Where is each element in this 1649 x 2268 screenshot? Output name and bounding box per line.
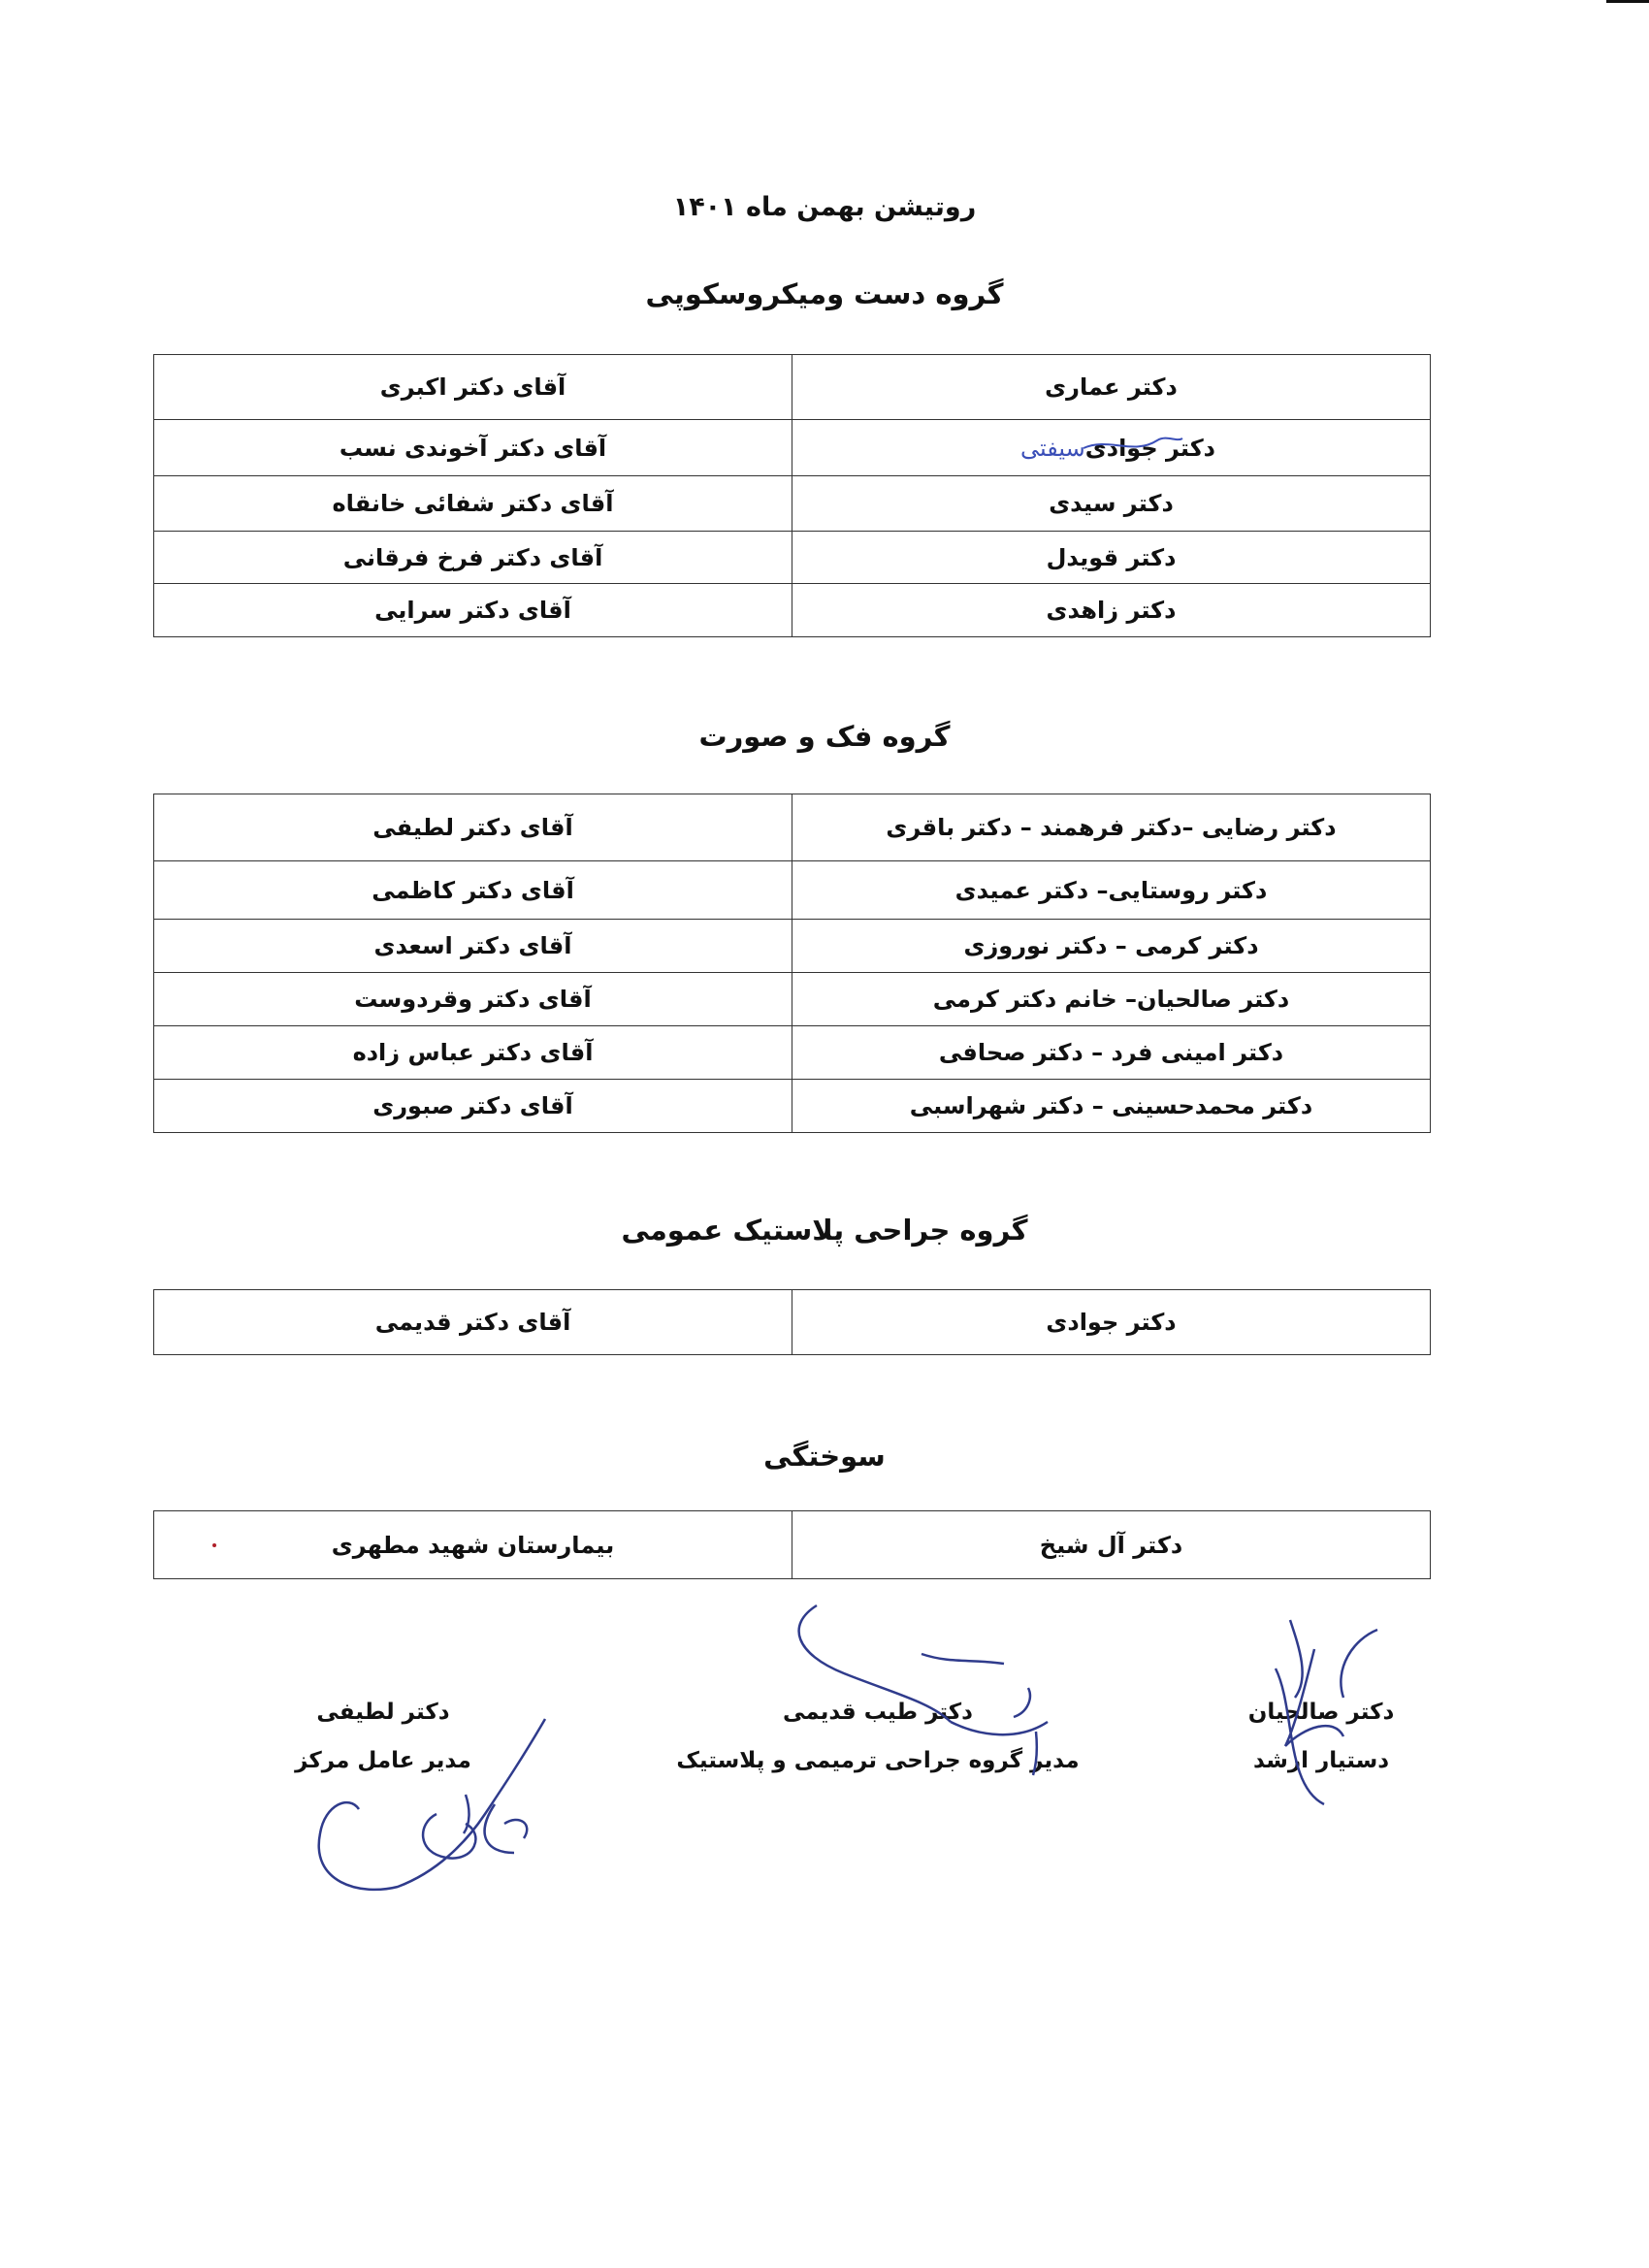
cell-attending: آقای دکتر فرخ فرقانی bbox=[154, 532, 792, 584]
signatory-name: دکتر طیب قدیمی bbox=[783, 1700, 973, 1725]
handwritten-note: سیفتی bbox=[1020, 434, 1085, 462]
section-title-hand-microscopy: گروه دست ومیکروسکوپی bbox=[645, 277, 1004, 310]
cell-attending: آقای دکتر شفائی خانقاه bbox=[154, 476, 792, 532]
table-row bbox=[154, 476, 1431, 532]
table-burns bbox=[153, 1510, 1431, 1579]
strike-through-mark bbox=[1080, 431, 1186, 460]
cell-resident: دکتر عماری bbox=[792, 355, 1431, 420]
cell-attending: آقای دکتر لطیفی bbox=[154, 794, 792, 861]
section-title-maxillofacial: گروه فک و صورت bbox=[698, 720, 951, 753]
signatory-role: دستیار ارشد bbox=[1252, 1748, 1390, 1773]
cell-attending: آقای دکتر اسعدی bbox=[154, 920, 792, 973]
table-row bbox=[154, 532, 1431, 584]
cell-location: بیمارستان شهید مطهری bbox=[154, 1511, 792, 1579]
cell-resident: دکتر جوادی bbox=[792, 1290, 1431, 1355]
table-row bbox=[154, 920, 1431, 973]
cell-resident: دکتر محمدحسینی – دکتر شهراسبی bbox=[792, 1080, 1431, 1133]
signatory-name: دکتر لطیفی bbox=[316, 1700, 450, 1725]
struck-name bbox=[1085, 435, 1215, 462]
handwritten-signature-latifi bbox=[291, 1717, 582, 1911]
table-row bbox=[154, 794, 1431, 861]
table-hand-microscopy bbox=[153, 354, 1431, 637]
cell-resident: دکتر صالحیان– خانم دکتر کرمی bbox=[792, 973, 1431, 1026]
cell-attending: آقای دکتر عباس زاده bbox=[154, 1026, 792, 1080]
table-row bbox=[154, 355, 1431, 420]
table-row bbox=[154, 973, 1431, 1026]
cell-attending: آقای دکتر سرایی bbox=[154, 584, 792, 637]
table-row bbox=[154, 1026, 1431, 1080]
table-row bbox=[154, 420, 1431, 476]
table-row bbox=[154, 861, 1431, 920]
signatory-name: دکتر صالحیان bbox=[1247, 1700, 1395, 1725]
cell-resident: دکتر قویدل bbox=[792, 532, 1431, 584]
struck-name-text: دکتر جوادی bbox=[1084, 434, 1215, 462]
section-title-burns: سوختگی bbox=[763, 1440, 886, 1473]
table-row bbox=[154, 1290, 1431, 1355]
cell-resident: دکتر رضایی –دکتر فرهمند – دکتر باقری bbox=[792, 794, 1431, 861]
cell-attending: آقای دکتر اکبری bbox=[154, 355, 792, 420]
cell-attending: آقای دکتر وقردوست bbox=[154, 973, 792, 1026]
cell-resident: دکتر آل شیخ bbox=[792, 1511, 1431, 1579]
cell-attending: آقای دکتر کاظمی bbox=[154, 861, 792, 920]
cell-resident: دکتر زاهدی bbox=[792, 584, 1431, 637]
table-row bbox=[154, 1511, 1431, 1579]
table-maxillofacial bbox=[153, 794, 1431, 1133]
cell-resident: دکتر سیدی bbox=[792, 476, 1431, 532]
cell-resident: دکتر امینی فرد – دکتر صحافی bbox=[792, 1026, 1431, 1080]
cell-resident: دکتر روستایی– دکتر عمیدی bbox=[792, 861, 1431, 920]
page-title: روتیشن بهمن ماه ۱۴۰۱ bbox=[672, 192, 977, 222]
table-general-plastic bbox=[153, 1289, 1431, 1355]
cell-resident: دکتر کرمی – دکتر نوروزی bbox=[792, 920, 1431, 973]
handwritten-signature-ghadimi bbox=[786, 1596, 1106, 1790]
cell-attending: آقای دکتر قدیمی bbox=[154, 1290, 792, 1355]
cell-attending: آقای دکتر آخوندی نسب bbox=[154, 420, 792, 476]
scan-edge-mark bbox=[1606, 0, 1649, 3]
signatory-role: مدیر گروه جراحی ترمیمی و پلاستیک bbox=[676, 1748, 1080, 1773]
ink-dot bbox=[212, 1543, 216, 1547]
cell-attending: آقای دکتر صبوری bbox=[154, 1080, 792, 1133]
table-row bbox=[154, 1080, 1431, 1133]
handwritten-signature-salehian bbox=[1256, 1610, 1402, 1824]
table-row bbox=[154, 584, 1431, 637]
cell-resident bbox=[792, 420, 1431, 476]
signatory-role: مدیر عامل مرکز bbox=[295, 1748, 471, 1773]
section-title-general-plastic: گروه جراحی پلاستیک عمومی bbox=[621, 1214, 1028, 1247]
